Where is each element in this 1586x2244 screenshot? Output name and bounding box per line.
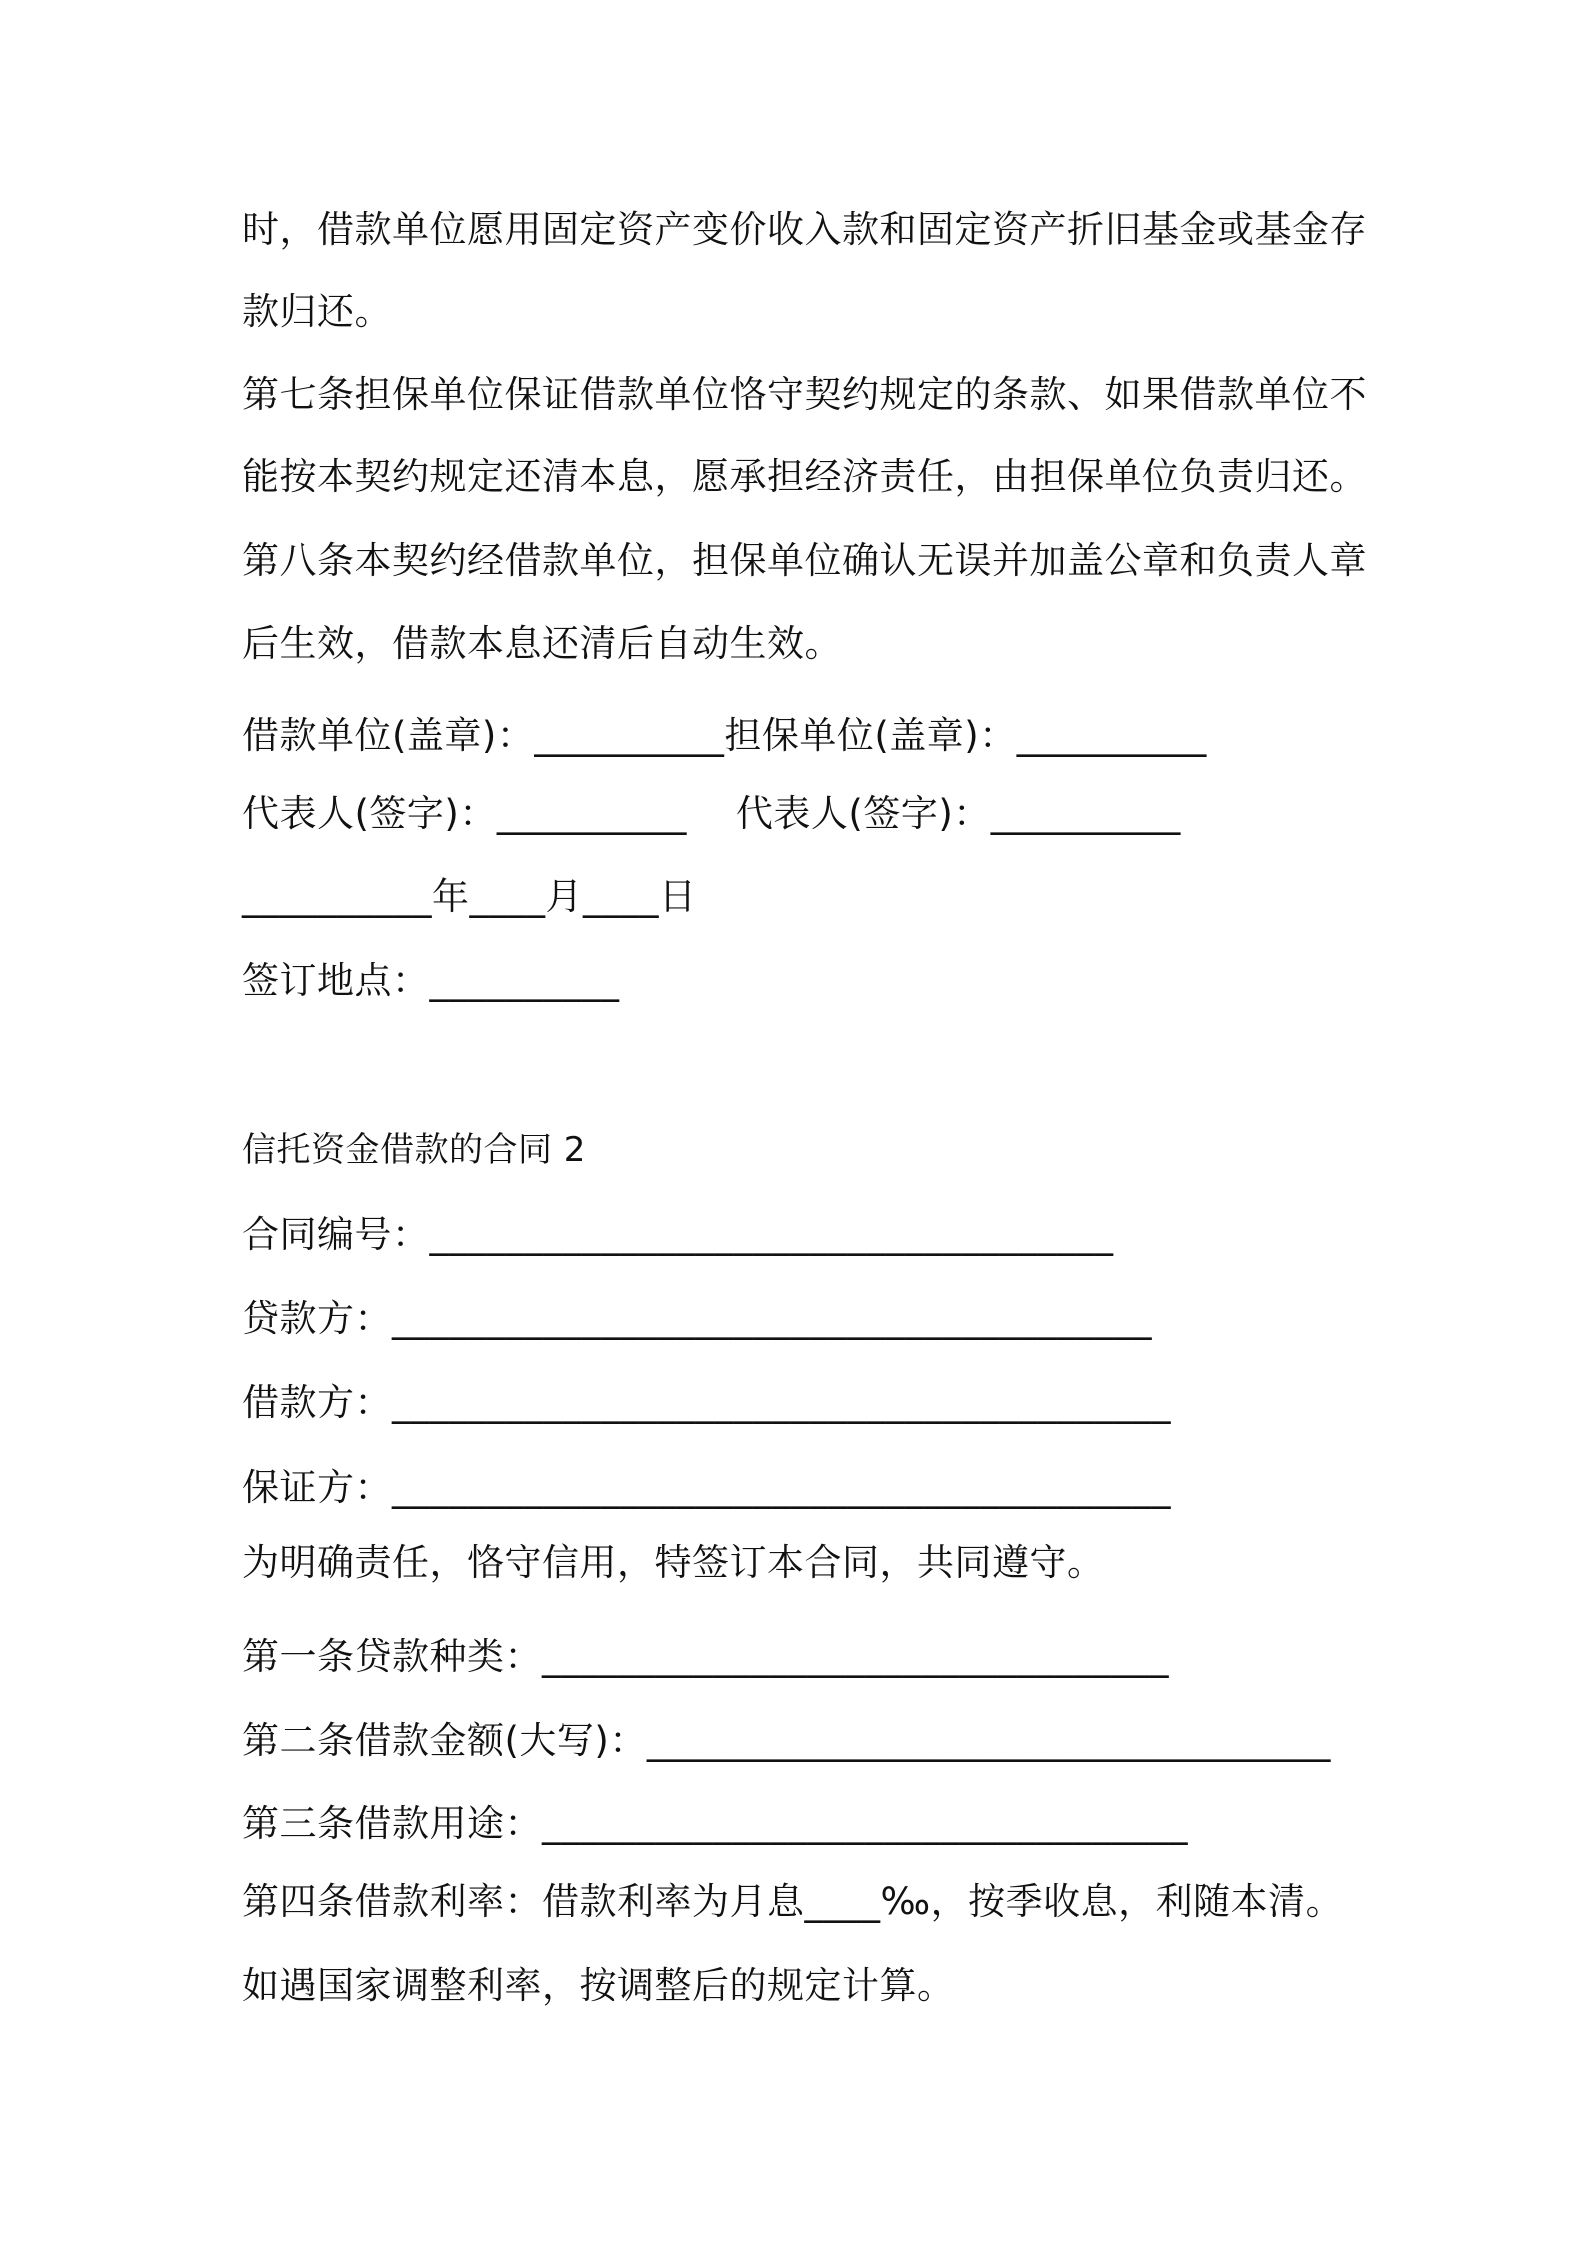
contract-number-line: 合同编号：____________________________________ <box>242 1213 1114 1256</box>
paragraph-line: 后生效，借款本息还清后自动生效。 <box>242 622 842 665</box>
signing-place-line: 签订地点：__________ <box>242 959 620 1002</box>
date-line: __________年____月____日 <box>242 875 697 918</box>
paragraph-line: 为明确责任，恪守信用，特签订本合同，共同遵守。 <box>242 1541 1105 1584</box>
paragraph-line: 第七条担保单位保证借款单位恪守契约规定的条款、如果借款单位不 <box>242 373 1367 416</box>
contract-title: 信托资金借款的合同 2 <box>242 1130 586 1170</box>
paragraph-line: 能按本契约规定还清本息，愿承担经济责任，由担保单位负责归还。 <box>242 455 1367 498</box>
signature-line-representative: 代表人(签字)：__________ 代表人(签字)：__________ <box>242 792 1181 835</box>
signature-line-unit: 借款单位(盖章)：__________担保单位(盖章)：__________ <box>242 714 1207 757</box>
borrower-line: 借款方：_________________________________________ <box>242 1381 1171 1424</box>
article-line: 第三条借款用途：__________________________________ <box>242 1802 1188 1845</box>
paragraph-line: 款归还。 <box>242 290 392 333</box>
guarantor-line: 保证方：_________________________________________ <box>242 1466 1171 1509</box>
paragraph-line: 第八条本契约经借款单位，担保单位确认无误并加盖公章和负责人章 <box>242 539 1367 582</box>
article-line: 第一条贷款种类：_________________________________ <box>242 1635 1169 1678</box>
lender-line: 贷款方：________________________________________ <box>242 1297 1152 1340</box>
article-line: 第二条借款金额(大写)：____________________________________ <box>242 1719 1331 1762</box>
article-line: 第四条借款利率：借款利率为月息____‰，按季收息，利随本清。 <box>242 1880 1344 1923</box>
paragraph-line: 如遇国家调整利率，按调整后的规定计算。 <box>242 1964 955 2007</box>
paragraph-line: 时，借款单位愿用固定资产变价收入款和固定资产折旧基金或基金存 <box>242 208 1367 251</box>
